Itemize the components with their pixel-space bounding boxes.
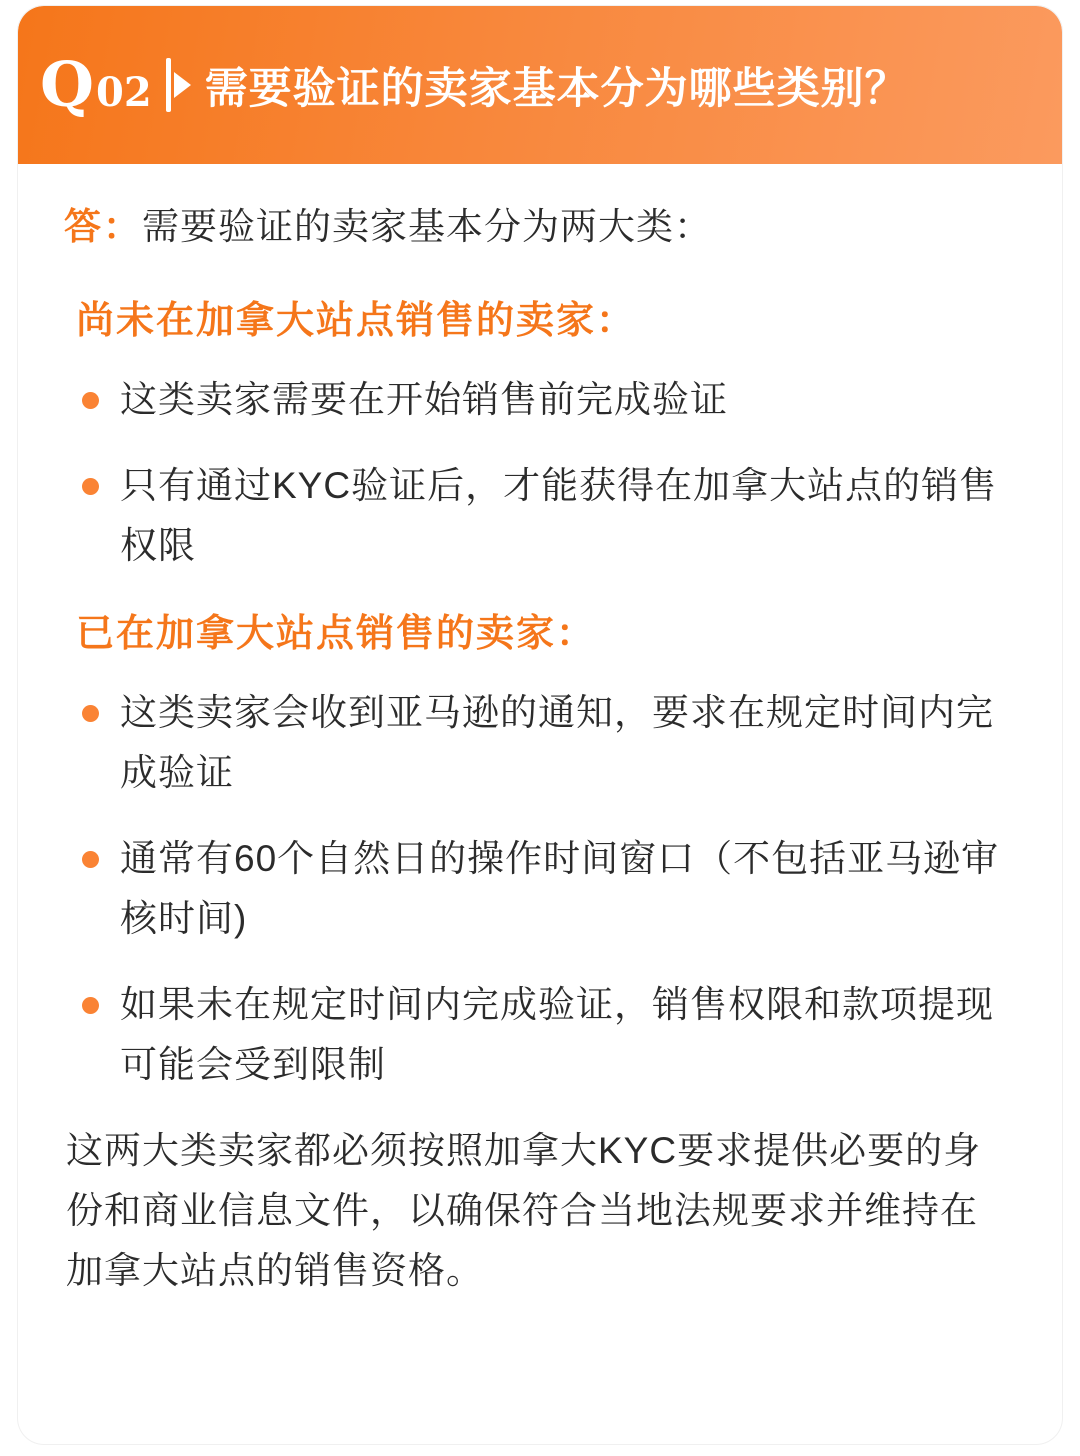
list-item-text: 如果未在规定时间内完成验证，销售权限和款项提现可能会受到限制 xyxy=(120,983,994,1085)
bullet-dot-icon xyxy=(82,478,99,495)
card-body xyxy=(18,164,1062,1301)
list-item xyxy=(64,683,1016,803)
list-item xyxy=(64,370,1016,430)
bullet-dot-icon xyxy=(82,392,99,409)
bullet-dot-icon xyxy=(82,705,99,722)
page-title: 需要验证的卖家基本分为哪些类别？ xyxy=(204,64,909,113)
closing-paragraph: 这两大类卖家都必须按照加拿大KYC要求提供必要的身份和商业信息文件，以确保符合当地法规要求并维持在加拿大站点的销售资格。 xyxy=(66,1129,982,1291)
list-item xyxy=(64,975,1016,1095)
question-letter: Q xyxy=(40,48,95,121)
triangle-icon xyxy=(174,72,191,98)
question-marker xyxy=(40,48,152,121)
list-item-text: 这类卖家会收到亚马逊的通知，要求在规定时间内完成验证 xyxy=(120,692,994,794)
list-item-text: 只有通过KYC验证后，才能获得在加拿大站点的销售权限 xyxy=(120,465,998,567)
question-number: 02 xyxy=(96,69,152,116)
answer-label: 答： xyxy=(64,206,142,247)
list-item-text: 这类卖家需要在开始销售前完成验证 xyxy=(120,379,728,421)
list-item xyxy=(64,829,1016,949)
list-item xyxy=(64,456,1016,576)
bullet-dot-icon xyxy=(82,997,99,1014)
faq-card xyxy=(18,6,1062,1444)
card-header xyxy=(18,6,1062,164)
answer-text: 需要验证的卖家基本分为两大类： xyxy=(142,206,712,247)
bullet-list-1 xyxy=(64,370,1016,576)
answer-intro xyxy=(64,198,1016,255)
list-item-text: 通常有60个自然日的操作时间窗口（不包括亚马逊审核时间) xyxy=(120,838,1000,939)
section-title-1: 尚未在加拿大站点销售的卖家： xyxy=(76,300,637,343)
section-title-2: 已在加拿大站点销售的卖家： xyxy=(76,613,597,656)
header-divider xyxy=(166,53,191,117)
bullet-dot-icon xyxy=(82,851,99,868)
bullet-list-2 xyxy=(64,683,1016,1095)
divider-bar xyxy=(166,58,171,112)
